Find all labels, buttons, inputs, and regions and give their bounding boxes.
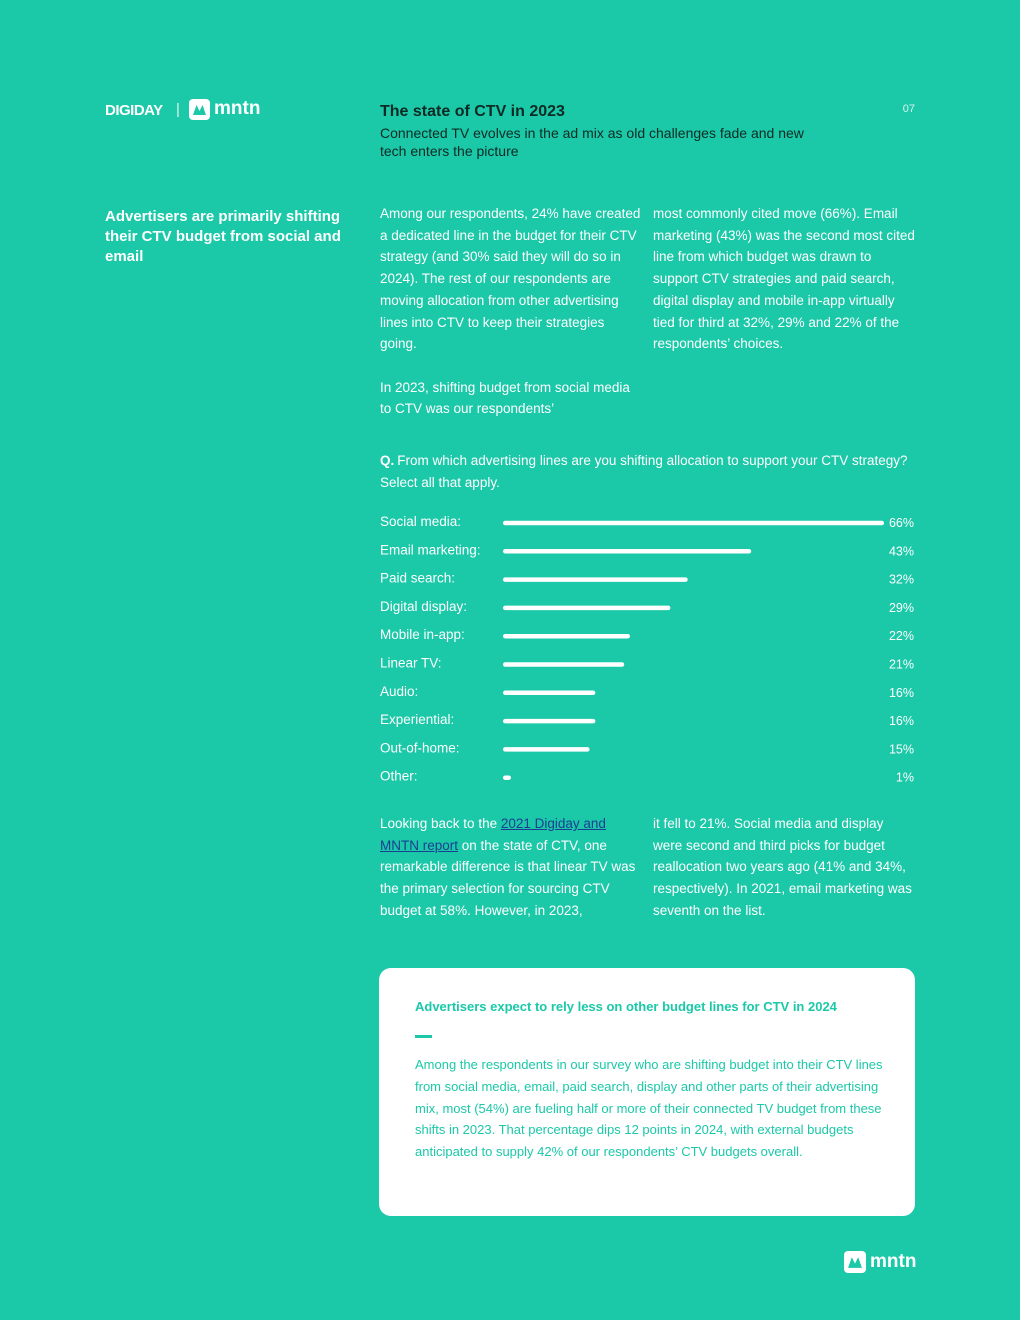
bar-category-label: Out-of-home:	[380, 740, 460, 756]
bar-value-label: 32%	[888, 572, 914, 587]
body-paragraph	[380, 813, 642, 922]
bar-value-label: 15%	[888, 742, 914, 757]
report-link[interactable]: 2021 Digiday and MNTN report	[380, 816, 606, 853]
bar-value-label: 43%	[888, 544, 914, 559]
question-prefix: Q.	[380, 453, 395, 468]
bar-value-label: 21%	[888, 657, 914, 672]
mntn-mountain-icon	[189, 99, 210, 120]
bar-category-label: Audio:	[380, 683, 419, 699]
callout-divider	[415, 1035, 432, 1038]
bar	[503, 691, 595, 696]
bar-category-label: Experiential:	[380, 712, 455, 728]
intro-paragraph: Among our respondents, 24% have created a dedicated line in the budget for their CTV strategy (and 30% said they will do so in 2024). The rest of our respondents are moving allocation from other advertising lines into CTV to keep their strategies going.	[380, 206, 641, 352]
body-paragraph: it fell to 21%. Social media and display were second and third picks for budget reallocation two years ago (41% and 34%, respectively). In 2021, email marketing was seventh on the list.	[653, 816, 912, 918]
bar	[503, 775, 511, 780]
bar	[503, 719, 595, 724]
callout-card	[379, 968, 915, 1216]
bar-category-label: Digital display:	[380, 598, 468, 614]
bar	[503, 521, 884, 526]
body-text: Looking back to the	[380, 816, 498, 831]
mntn-mountain-icon	[844, 1251, 866, 1273]
question-text: From which advertising lines are you shifting allocation to support your CTV strategy? Select all that apply.	[380, 453, 908, 490]
callout-body: Among the respondents in our survey who are shifting budget into their CTV lines from social media, email, paid search, display and other parts of their advertising mix, most (54%) are fueling half or more of their connected TV budget from these shifts in 2023. That percentage dips 12 points in 2024, with external budgets anticipated to supply 42% of our respondents’ CTV budgets overall.	[415, 1057, 883, 1160]
intro-paragraph: In 2023, shifting budget from social media to CTV was our respondents’	[380, 379, 630, 417]
bar-value-label: 16%	[888, 714, 914, 729]
body-text: on the state of CTV, one remarkable difference is that linear TV was the primary selection for sourcing CTV budget at 58%. However, in 2023,	[380, 837, 636, 918]
footer-mntn-logo	[844, 1251, 916, 1273]
page-title: The state of CTV in 2023	[380, 103, 565, 120]
bar	[503, 577, 688, 582]
body-column-1	[380, 813, 642, 922]
bar-value-label: 16%	[888, 685, 914, 700]
intro-paragraph: most commonly cited move (66%). Email marketing (43%) was the second most cited line from which budget was drawn to support CTV strategies and paid search, digital display and mobile in-app virtually tied for third at 32%, 29% and 22% of the respondents’ choices.	[653, 206, 915, 352]
bar	[503, 747, 590, 752]
mntn-logo-text: mntn	[214, 98, 261, 119]
bar-category-label: Social media:	[380, 514, 462, 529]
intro-column-2	[653, 203, 915, 355]
body-column-2	[653, 813, 915, 922]
page-number: 07	[902, 103, 915, 115]
callout-title: Advertisers expect to rely less on other budget lines for CTV in 2024	[415, 999, 837, 1014]
mntn-logo	[189, 98, 260, 120]
bar-category-label: Other:	[380, 768, 418, 784]
section-heading: Advertisers are primarily shifting their CTV budget from social and email	[105, 208, 341, 265]
bar-value-label: 29%	[888, 600, 914, 615]
page-subtitle: Connected TV evolves in the ad mix as old challenges fade and new tech enters the picture	[380, 125, 804, 159]
survey-question	[380, 450, 910, 493]
intro-column-1	[380, 203, 642, 420]
logo-separator: |	[176, 101, 180, 118]
digiday-logo: DIGIDAY	[105, 102, 163, 119]
bar	[503, 549, 751, 554]
bar-chart	[378, 505, 918, 790]
bar-category-label: Paid search:	[380, 570, 456, 586]
bar	[503, 634, 630, 639]
bar	[503, 606, 670, 611]
bar	[503, 662, 624, 667]
bar-category-label: Email marketing:	[380, 542, 481, 558]
bar-value-label: 22%	[888, 629, 914, 644]
footer-mntn-text: mntn	[870, 1251, 917, 1272]
bar-value-label: 66%	[888, 516, 914, 530]
bar-value-label: 1%	[895, 770, 914, 785]
bar-category-label: Linear TV:	[380, 655, 442, 671]
bar-category-label: Mobile in-app:	[380, 627, 465, 643]
